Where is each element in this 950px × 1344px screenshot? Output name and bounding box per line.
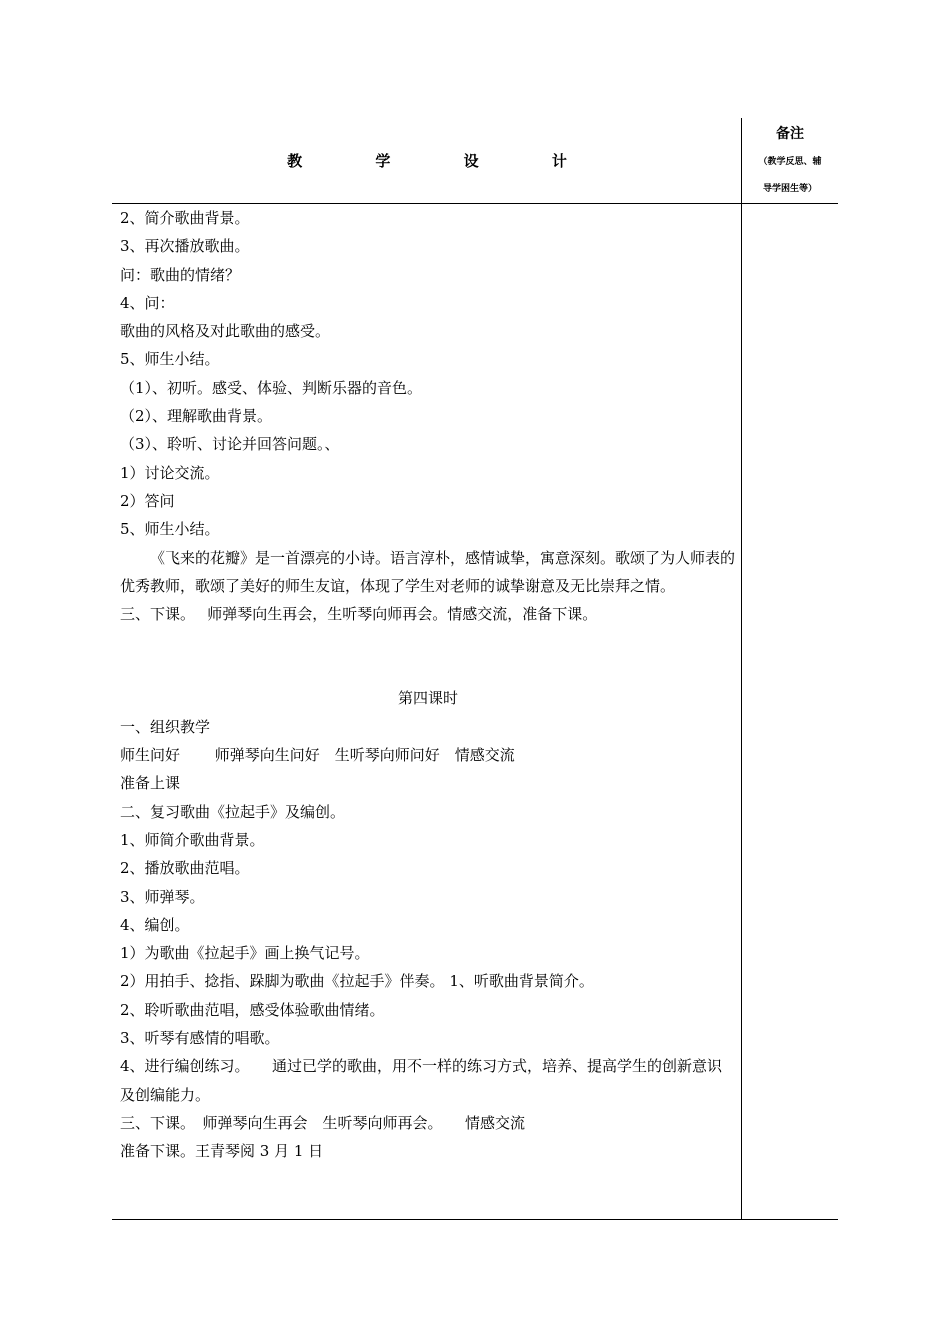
line: 4、问： xyxy=(120,293,175,312)
line: （3）、聆听、讨论并回答问题。、 xyxy=(120,435,340,454)
line: 3、听琴有感情的唱歌。 xyxy=(120,1029,280,1048)
line: 准备上课 xyxy=(120,774,181,793)
line: 4、编创。 xyxy=(120,915,190,934)
lesson-heading: 第四课时 xyxy=(397,689,458,708)
table-bottom-rule xyxy=(112,1219,838,1220)
line: 准备下课。王青琴阅 3 月 1 日 xyxy=(120,1142,324,1161)
line: 1）为歌曲《拉起手》画上换气记号。 xyxy=(120,944,370,963)
line: 1、师简介歌曲背景。 xyxy=(120,830,265,849)
spacer xyxy=(120,628,736,684)
line: 2、播放歌曲范唱。 xyxy=(120,859,250,878)
line: 2）用拍手、捻指、跺脚为歌曲《拉起手》伴奏。 1、听歌曲背景简介。 xyxy=(120,972,594,991)
line: 5、师生小结。 xyxy=(120,520,220,539)
practice-paragraph: 4、进行编创练习。 通过已学的歌曲，用不一样的练习方式，培养、提高学生的创新意识及创编能力。 xyxy=(120,1057,723,1104)
line: 2）答问 xyxy=(120,491,175,510)
line: 一、组织教学 xyxy=(120,717,211,736)
notes-column-subtitle-2: 导学困生等） xyxy=(762,184,817,194)
line: 3、再次播放歌曲。 xyxy=(120,237,250,256)
design-column-title: 教 学 设 计 xyxy=(287,152,601,170)
line: 1）讨论交流。 xyxy=(120,463,220,482)
line: 问：歌曲的情绪？ xyxy=(120,265,241,284)
line: 2、聆听歌曲范唱，感受体验歌曲情绪。 xyxy=(120,1000,385,1019)
line: （1）、初听。感受、体验、判断乐器的音色。 xyxy=(120,378,423,397)
column-divider xyxy=(741,118,742,1220)
line: 3、师弹琴。 xyxy=(120,887,205,906)
notes-column-subtitle-1: （教学反思、辅 xyxy=(758,157,822,167)
line: 师生问好 师弹琴向生问好 生听琴向师问好 情感交流 xyxy=(120,746,515,765)
notes-column-title: 备注 xyxy=(776,126,804,142)
summary-paragraph: 《飞来的花瓣》是一首漂亮的小诗。语言淳朴，感情诚挚，寓意深刻。歌颂了为人师表的优秀教师，歌颂了美好的师生友谊，体现了学生对老师的诚挚谢意及无比崇拜之情。 xyxy=(120,548,736,595)
line: 歌曲的风格及对此歌曲的感受。 xyxy=(120,322,331,341)
line: 三、下课。 师弹琴向生再会，生听琴向师再会。情感交流，准备下课。 xyxy=(120,605,598,624)
line: 三、下课。 师弹琴向生再会 生听琴向师再会。 情感交流 xyxy=(120,1113,526,1132)
line: 5、师生小结。 xyxy=(120,350,220,369)
line: 二、复习歌曲《拉起手》及编创。 xyxy=(120,802,346,821)
lesson-content xyxy=(120,204,736,1166)
line: （2）、理解歌曲背景。 xyxy=(120,407,273,426)
line: 2、简介歌曲背景。 xyxy=(120,209,250,227)
